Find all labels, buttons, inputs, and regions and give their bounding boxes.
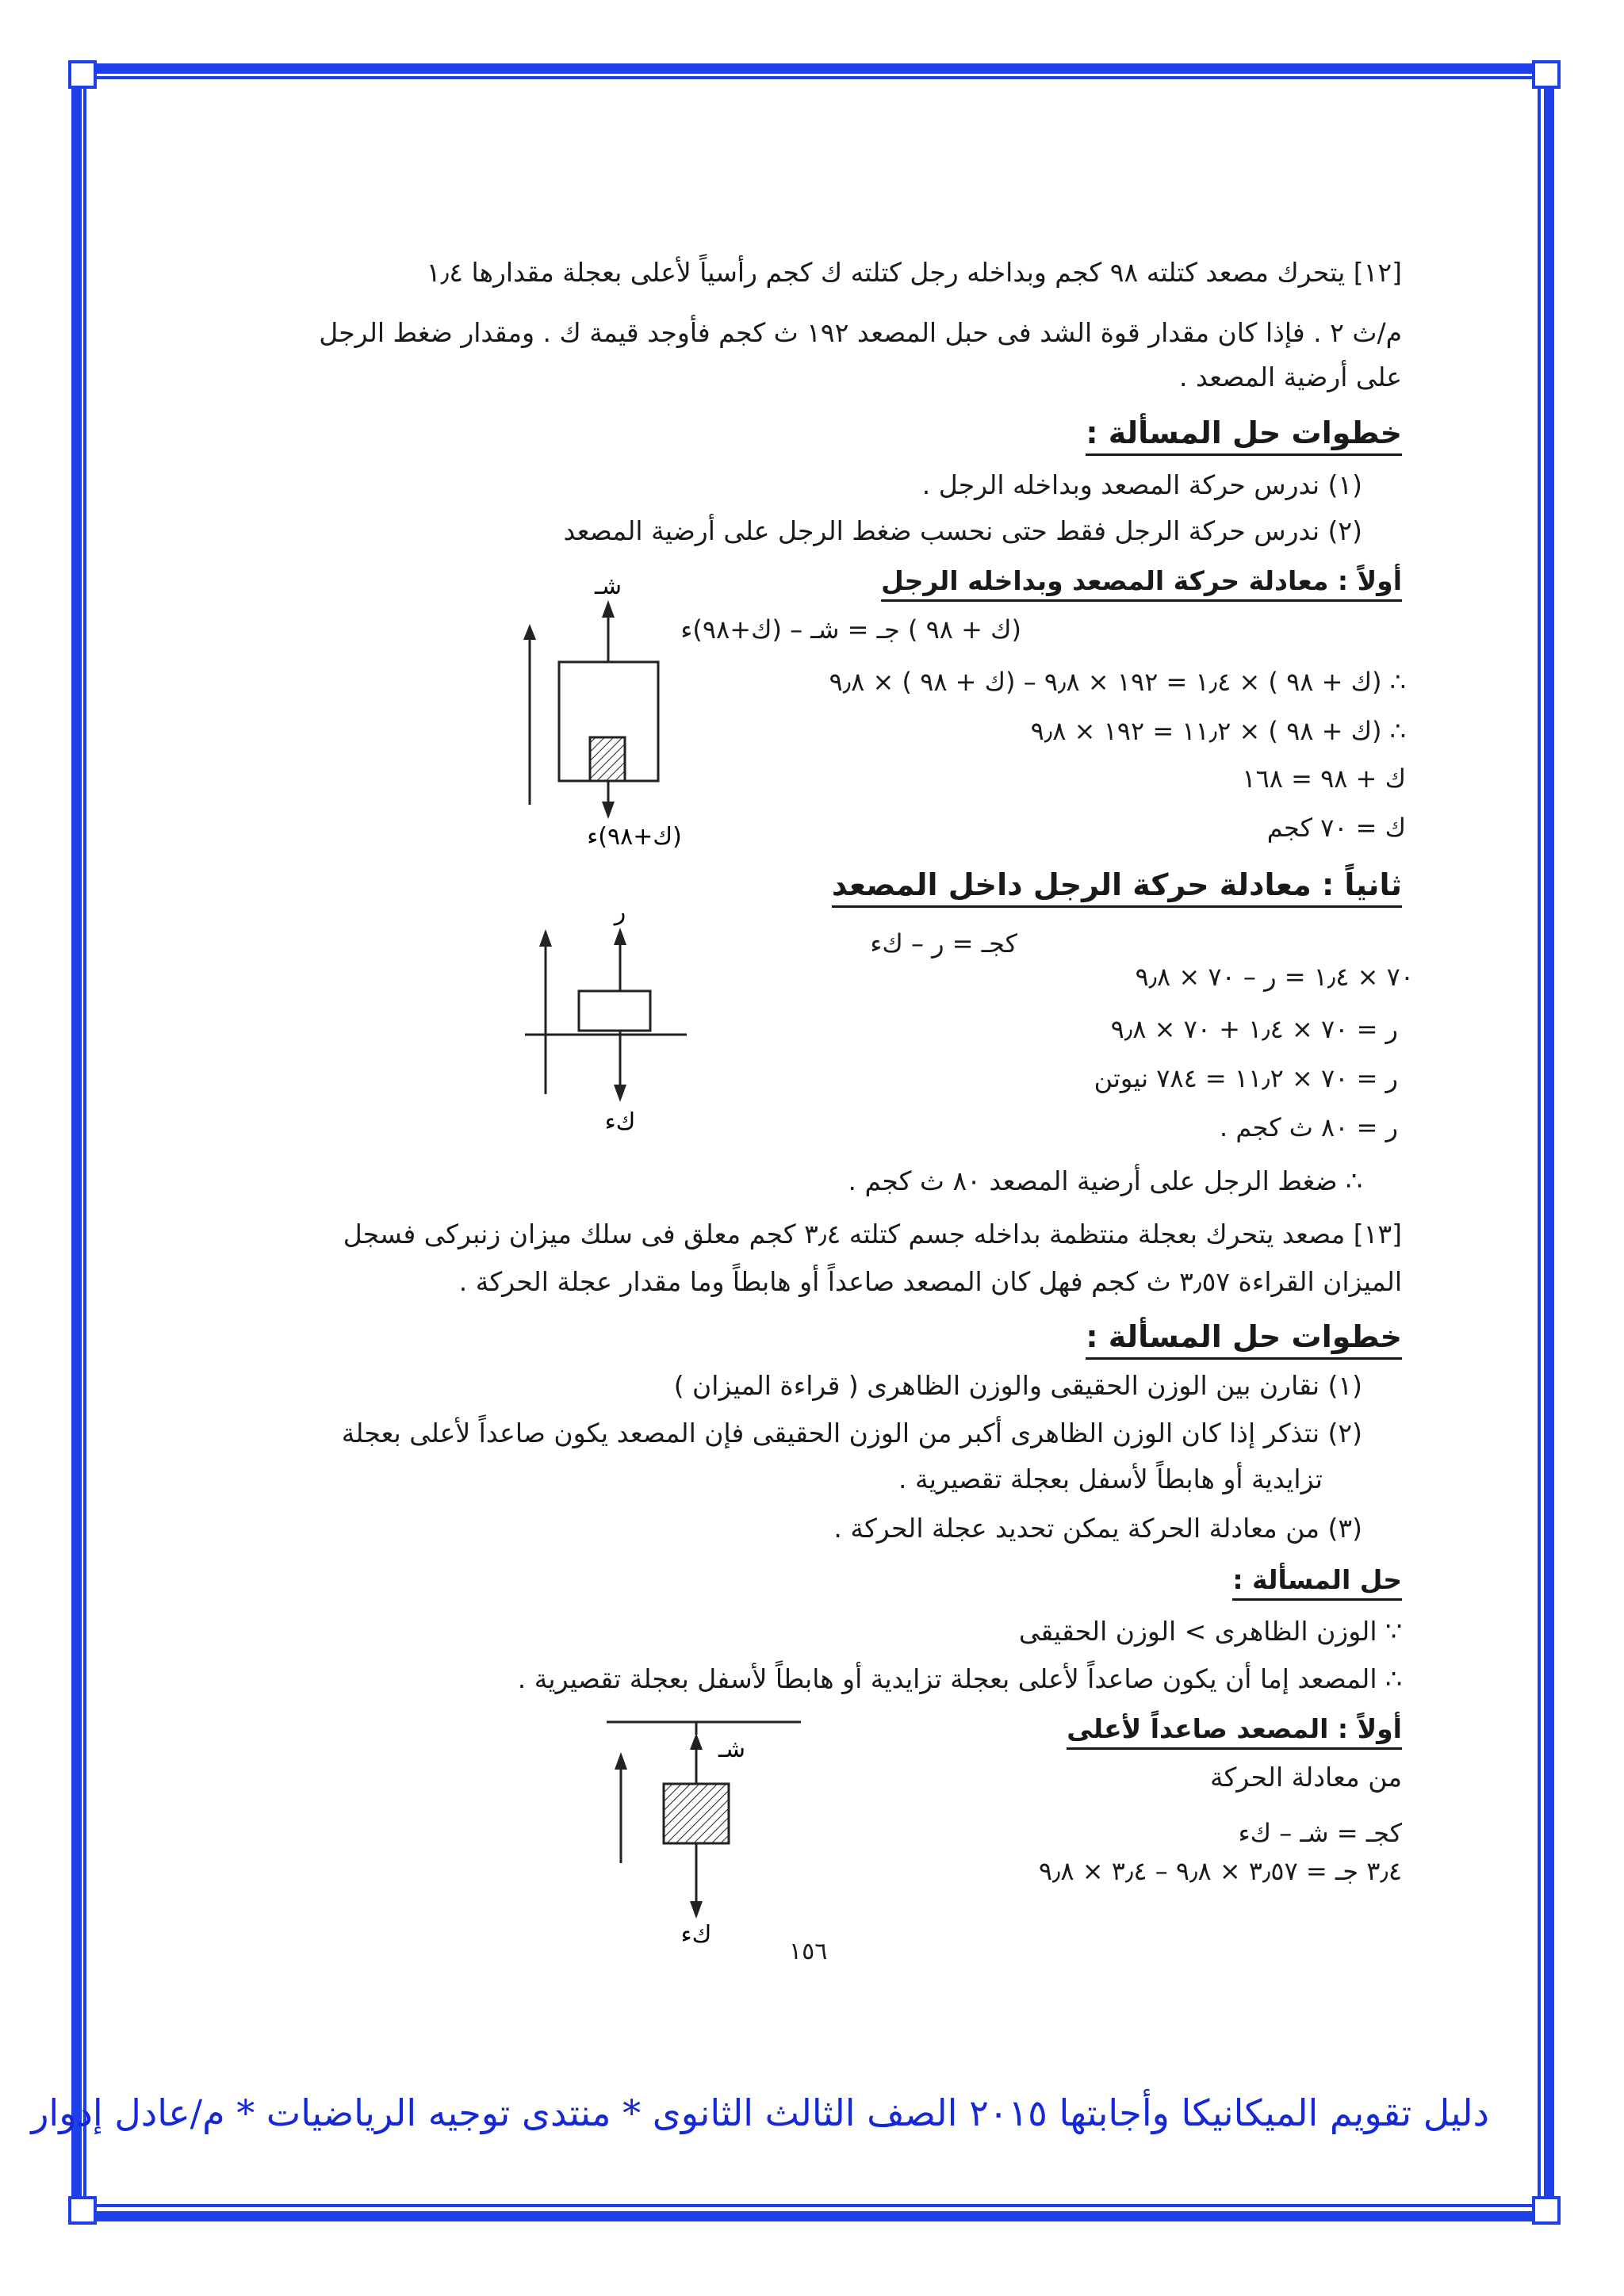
equation: ٣٫٤ جـ = ٣٫٥٧ × ٩٫٨ – ٣٫٤ × ٩٫٨: [1038, 1856, 1402, 1886]
border-corner-bottom-right: [1532, 2196, 1561, 2225]
problem12-step2: (٢) ندرس حركة الرجل فقط حتى نحسب ضغط الرجل على أرضية المصعد: [563, 515, 1362, 546]
problem12-steps-heading: خطوات حل المسألة :: [1086, 412, 1402, 456]
elevator-diagram-2: [523, 898, 730, 1136]
problem13-since: ∵ الوزن الظاهرى > الوزن الحقيقى: [1018, 1616, 1402, 1647]
problem13-text-line2: الميزان القراءة ٣٫٥٧ ث كجم فهل كان المصعد صاعداً أو هابطاً وما مقدار عجلة الحركة .: [458, 1266, 1402, 1297]
fig3-top-label: شـ: [718, 1735, 745, 1763]
border-corner-top-right: [1532, 60, 1561, 89]
problem13-step3: (٣) من معادلة الحركة يمكن تحديد عجلة الحركة .: [833, 1513, 1362, 1544]
spring-balance-diagram: [599, 1705, 805, 1949]
fig1-top-label: شـ: [595, 572, 622, 600]
equation: (ك + ٩٨ ) جـ = شـ – (ك+٩٨)ء: [680, 614, 1021, 645]
problem12-part2-heading: ثانياً : معادلة حركة الرجل داخل المصعد: [832, 864, 1402, 908]
border-corner-top-left: [68, 60, 97, 89]
equation: ك = ٧٠ كجم: [1266, 813, 1406, 843]
fig2-top-label: ر: [614, 898, 626, 926]
page-number: ١٥٦: [789, 1938, 828, 1965]
problem13-text-line1: [١٣] مصعد يتحرك بعجلة منتظمة بداخله جسم كتلته ٣٫٤ كجم معلق فى سلك ميزان زنبركى فسجل: [343, 1219, 1402, 1249]
problem12-conclusion: ∴ ضغط الرجل على أرضية المصعد ٨٠ ث كجم .: [848, 1165, 1362, 1196]
equation: ∴ (ك + ٩٨ ) × ١١٫٢ = ١٩٢ × ٩٫٨: [1030, 716, 1406, 746]
fig1-bottom-label: (ك+٩٨)ء: [587, 823, 682, 851]
equation: ∴ (ك + ٩٨ ) × ١٫٤ = ١٩٢ × ٩٫٨ – (ك + ٩٨ ) × ٩٫٨: [829, 667, 1406, 697]
footer-credit: دليل تقويم الميكانيكا وأجابتها ٢٠١٥ الصف الثالث الثانوى * منتدى توجيه الرياضيات * م/عادل إدوار: [31, 2091, 1489, 2134]
border-corner-bottom-left: [68, 2196, 97, 2225]
problem13-solution-heading: حل المسألة :: [1232, 1562, 1402, 1601]
problem13-step1: (١) نقارن بين الوزن الحقيقى والوزن الظاهرى ( قراءة الميزان ): [673, 1370, 1362, 1401]
equation: كجـ = ر – كء: [870, 928, 1017, 959]
problem12-part1-heading: أولاً : معادلة حركة المصعد وبداخله الرجل: [881, 563, 1402, 602]
fig3-bottom-label: كء: [680, 1921, 712, 1949]
problem12-text-line2: م/ث ٢ . فإذا كان مقدار قوة الشد فى حبل المصعد ١٩٢ ث كجم فأوجد قيمة ك . ومقدار ضغط الرجل: [319, 317, 1402, 348]
equation: ر = ٧٠ × ١٫٤ + ٧٠ × ٩٫٨: [1110, 1014, 1398, 1044]
problem12-step1: (١) ندرس حركة المصعد وبداخله الرجل .: [921, 469, 1362, 500]
problem13-from-equation: من معادلة الحركة: [1209, 1762, 1402, 1793]
problem13-therefore: ∴ المصعد إما أن يكون صاعداً لأعلى بعجلة تزايدية أو هابطاً لأسفل بعجلة تقصيرية .: [517, 1663, 1402, 1694]
problem13-part1-heading: أولاً : المصعد صاعداً لأعلى: [1067, 1711, 1402, 1750]
equation: ك + ٩٨ = ١٦٨: [1242, 763, 1406, 794]
equation: ر = ٨٠ ث كجم .: [1220, 1112, 1398, 1142]
equation: كجـ = شـ – كء: [1238, 1818, 1402, 1848]
problem12-text-line3: على أرضية المصعد .: [1178, 362, 1402, 392]
elevator-diagram-1: [508, 572, 745, 852]
problem13-step2-line1: (٢) نتذكر إذا كان الوزن الظاهرى أكبر من الوزن الحقيقى فإن المصعد يكون صاعداً لأعلى بعجلة: [341, 1418, 1362, 1448]
problem12-text-line1: [١٢] يتحرك مصعد كتلته ٩٨ كجم وبداخله رجل كتلته ك كجم رأسياً لأعلى بعجلة مقدارها ١٫٤: [426, 257, 1402, 288]
problem13-step2-line2: تزايدية أو هابطاً لأسفل بعجلة تقصيرية .: [898, 1464, 1323, 1494]
fig2-bottom-label: كء: [604, 1108, 636, 1136]
equation: ر = ٧٠ × ١١٫٢ = ٧٨٤ نيوتن: [1094, 1063, 1398, 1093]
equation: ٧٠ × ١٫٤ = ر – ٧٠ × ٩٫٨: [1135, 962, 1414, 992]
problem13-steps-heading: خطوات حل المسألة :: [1086, 1316, 1402, 1360]
